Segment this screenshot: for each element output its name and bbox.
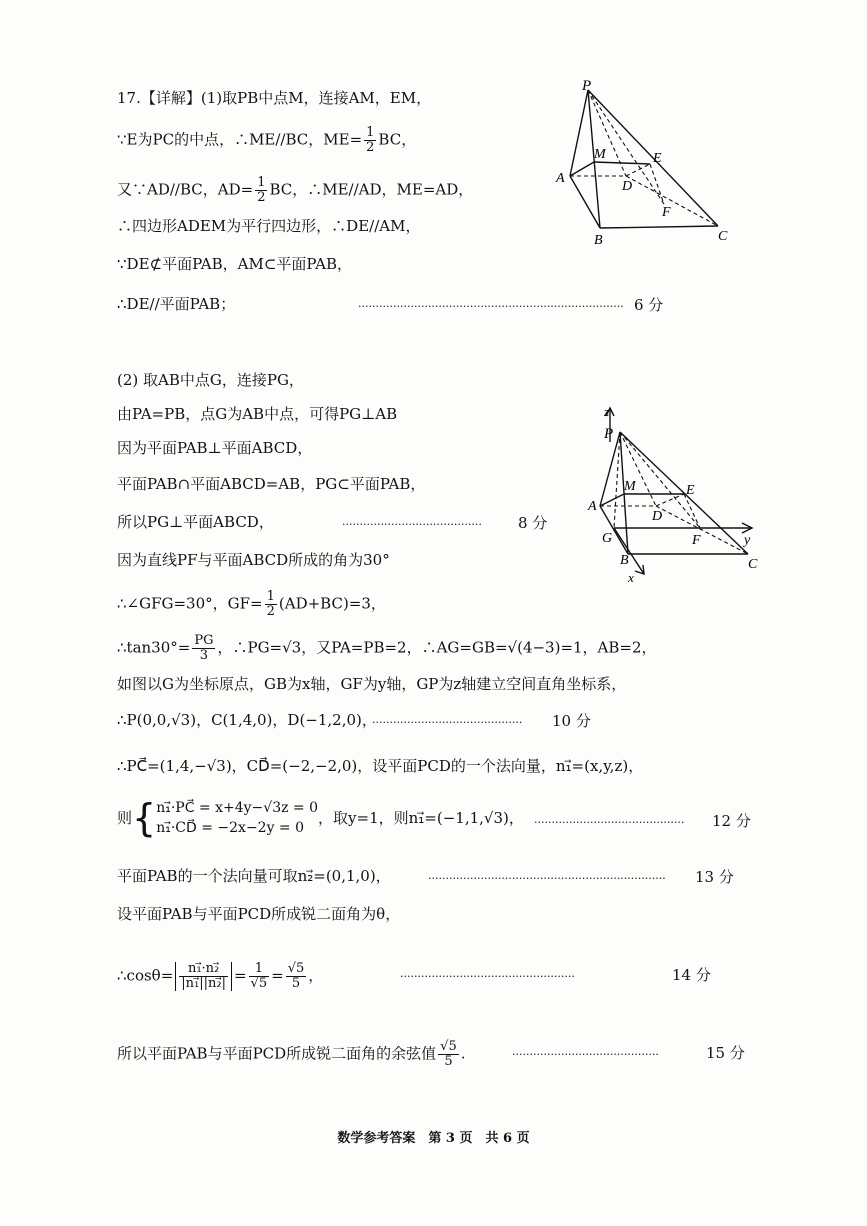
text: = [233, 966, 247, 985]
edge-ME [594, 162, 650, 164]
edge-PA [570, 90, 588, 176]
leader-dots: ........................................... [534, 813, 685, 826]
edge-EF [650, 164, 664, 204]
text: 因为直线PF与平面ABCD所成的角为30° [117, 551, 390, 569]
edge-AB [600, 506, 628, 554]
line-p2-10 [117, 710, 377, 730]
line-p2-15 [117, 962, 323, 991]
text: 平面PAB∩平面ABCD=AB，PG⊂平面PAB， [117, 475, 426, 493]
edge-AM [600, 494, 624, 506]
line-4 [117, 216, 420, 236]
denominator: 2 [257, 190, 266, 205]
label-M: M [624, 479, 636, 494]
label-A: A [556, 171, 565, 186]
label-x: x [628, 570, 634, 585]
label-B: B [620, 553, 629, 568]
denominator: 5 [444, 1054, 453, 1069]
text: BC，∴ME//AD，ME=AD， [269, 180, 474, 199]
text: ∴tan30°= [117, 638, 191, 657]
label-P: P [604, 426, 614, 442]
line-p2-14 [117, 904, 400, 924]
line-p2-13 [117, 866, 391, 886]
line-p2-2 [117, 404, 397, 424]
edge-PC [620, 432, 748, 554]
text: ∴P(0,0,√3)，C(1,4,0)，D(−1,2,0)， [117, 711, 377, 729]
label-B: B [594, 233, 603, 248]
text: (2) 取AB中点G，连接PG， [117, 371, 304, 389]
numerator: PG [194, 633, 214, 648]
label-C: C [748, 557, 758, 572]
line-p2-16 [117, 1040, 466, 1069]
brace: { [132, 796, 157, 840]
line-p2-9 [117, 674, 626, 694]
fraction [249, 962, 270, 991]
text: ，∴PG=√3，又PA=PB=2，∴AG=GB=√(4−3)=1，AB=2， [217, 638, 657, 657]
text: ∵E为PC的中点，∴ME//BC，ME= [117, 130, 363, 149]
edge-DC [656, 506, 748, 554]
score-12: 12 分 [712, 812, 751, 830]
label-F: F [692, 533, 701, 548]
denominator: 2 [266, 604, 275, 619]
equation-1: n₁⃗·PC⃗ = x+4y−√3z = 0 [156, 800, 319, 816]
fraction [192, 634, 215, 663]
text: 因为平面PAB⊥平面ABCD， [117, 439, 313, 457]
fraction [438, 1040, 459, 1069]
numerator: n₁⃗·n₂⃗ [179, 962, 228, 977]
text: (AD+BC)=3， [278, 594, 386, 613]
numerator: 1 [249, 962, 270, 977]
label-y: y [744, 533, 751, 548]
score-6: 6 分 [634, 296, 664, 314]
text: ∴cosθ= [117, 966, 174, 985]
edge-DE [626, 164, 650, 176]
text: 设平面PAB与平面PCD所成锐二面角为θ， [117, 905, 401, 923]
text: ，取y=1，则n₁⃗=(−1,1,√3)， [318, 809, 524, 827]
denominator: 3 [199, 648, 209, 663]
numerator: √5 [287, 961, 305, 976]
text: = [271, 966, 284, 985]
score-13: 13 分 [695, 868, 734, 886]
edge-AM [570, 162, 594, 176]
label-D: D [652, 509, 663, 524]
line-p2-6 [117, 550, 390, 570]
axis-x [614, 528, 644, 574]
edge-DC [626, 176, 718, 226]
edge-PG [614, 432, 620, 528]
line-2 [117, 126, 416, 155]
leader-dots: .......................................... [512, 1045, 659, 1058]
page-footer: 数学参考答案 第 3 页 共 6 页 [337, 1131, 530, 1146]
numerator: √5 [440, 1039, 457, 1054]
leader-dots: .................................................. [400, 967, 575, 980]
fraction [265, 590, 277, 619]
text: 17.【详解】(1)取PB中点M，连接AM，EM， [117, 89, 432, 107]
leader-dots: .................................................................... [428, 869, 666, 882]
score-8: 8 分 [518, 514, 548, 532]
fraction [286, 962, 307, 991]
edge-BC [600, 226, 718, 228]
text: BC， [378, 130, 417, 149]
line-p2-11 [117, 756, 643, 776]
line-p2-7 [117, 590, 386, 619]
leader-dots: ............................................................................ [358, 297, 624, 310]
numerator: 1 [266, 589, 275, 604]
numerator: 1 [366, 125, 375, 140]
text: . [460, 1044, 466, 1063]
text: 由PA=PB，点G为AB中点，可得PG⊥AB [117, 405, 398, 423]
line-p2-5 [117, 512, 274, 532]
label-D: D [622, 179, 633, 194]
label-C: C [718, 229, 728, 244]
label-A: A [588, 499, 597, 514]
text: 又∵AD//BC，AD= [117, 180, 254, 199]
label-M: M [594, 147, 606, 162]
denominator: √5 [250, 976, 268, 991]
text: ∴DE//平面PAB； [117, 295, 236, 313]
text: 平面PAB的一个法向量可取n₂⃗=(0,1,0)， [117, 867, 391, 885]
text: ， [308, 966, 324, 985]
label-z: z [604, 404, 610, 419]
equation-system [156, 798, 318, 838]
edge-EF [684, 494, 700, 528]
numerator: 1 [257, 175, 266, 190]
line-p2-12 [117, 798, 524, 838]
text: ∴四边形ADEM为平行四边形，∴DE//AM， [117, 217, 421, 235]
line-p2-1 [117, 370, 304, 390]
fraction [364, 126, 376, 155]
label-G: G [602, 531, 613, 546]
line-6 [117, 294, 235, 314]
line-1 [117, 88, 431, 108]
score-15: 15 分 [706, 1044, 745, 1062]
leader-dots: ........................................ [342, 515, 482, 528]
pyramid-figure-1 [552, 78, 742, 248]
text: ∵DE⊄平面PAB，AM⊂平面PAB， [117, 255, 352, 273]
text: 所以平面PAB与平面PCD所成锐二面角的余弦值 [117, 1044, 437, 1063]
denominator: |n₁⃗||n₂⃗| [181, 976, 226, 991]
text: ∴∠GFG=30°，GF= [117, 594, 263, 613]
leader-dots: ........................................... [372, 713, 523, 726]
score-14: 14 分 [672, 966, 711, 984]
fraction [255, 176, 267, 205]
edge-PA [600, 432, 620, 506]
abs-fraction [175, 962, 232, 991]
line-p2-4 [117, 474, 425, 494]
line-p2-8 [117, 634, 657, 663]
score-10: 10 分 [552, 712, 591, 730]
text: 则 [117, 809, 133, 827]
equation-2: n₁⃗·CD⃗ = −2x−2y = 0 [156, 820, 305, 836]
label-E: E [653, 151, 662, 166]
label-E: E [686, 483, 695, 498]
text: 如图以G为坐标原点，GB为x轴，GF为y轴，GP为z轴建立空间直角坐标系， [117, 675, 627, 693]
line-3 [117, 176, 473, 205]
text: 所以PG⊥平面ABCD， [117, 513, 274, 531]
denominator: 5 [291, 976, 301, 991]
label-F: F [662, 205, 671, 220]
edge-PD [620, 432, 656, 506]
label-P: P [582, 78, 592, 94]
line-p2-3 [117, 438, 312, 458]
denominator: 2 [366, 140, 375, 155]
text: ∴PC⃗=(1,4,−√3)，CD⃗=(−2,−2,0)，设平面PCD的一个法向量，n₁⃗=(x,y,z)， [117, 757, 644, 775]
line-5 [117, 254, 352, 274]
pyramid-figure-2 [584, 402, 774, 588]
